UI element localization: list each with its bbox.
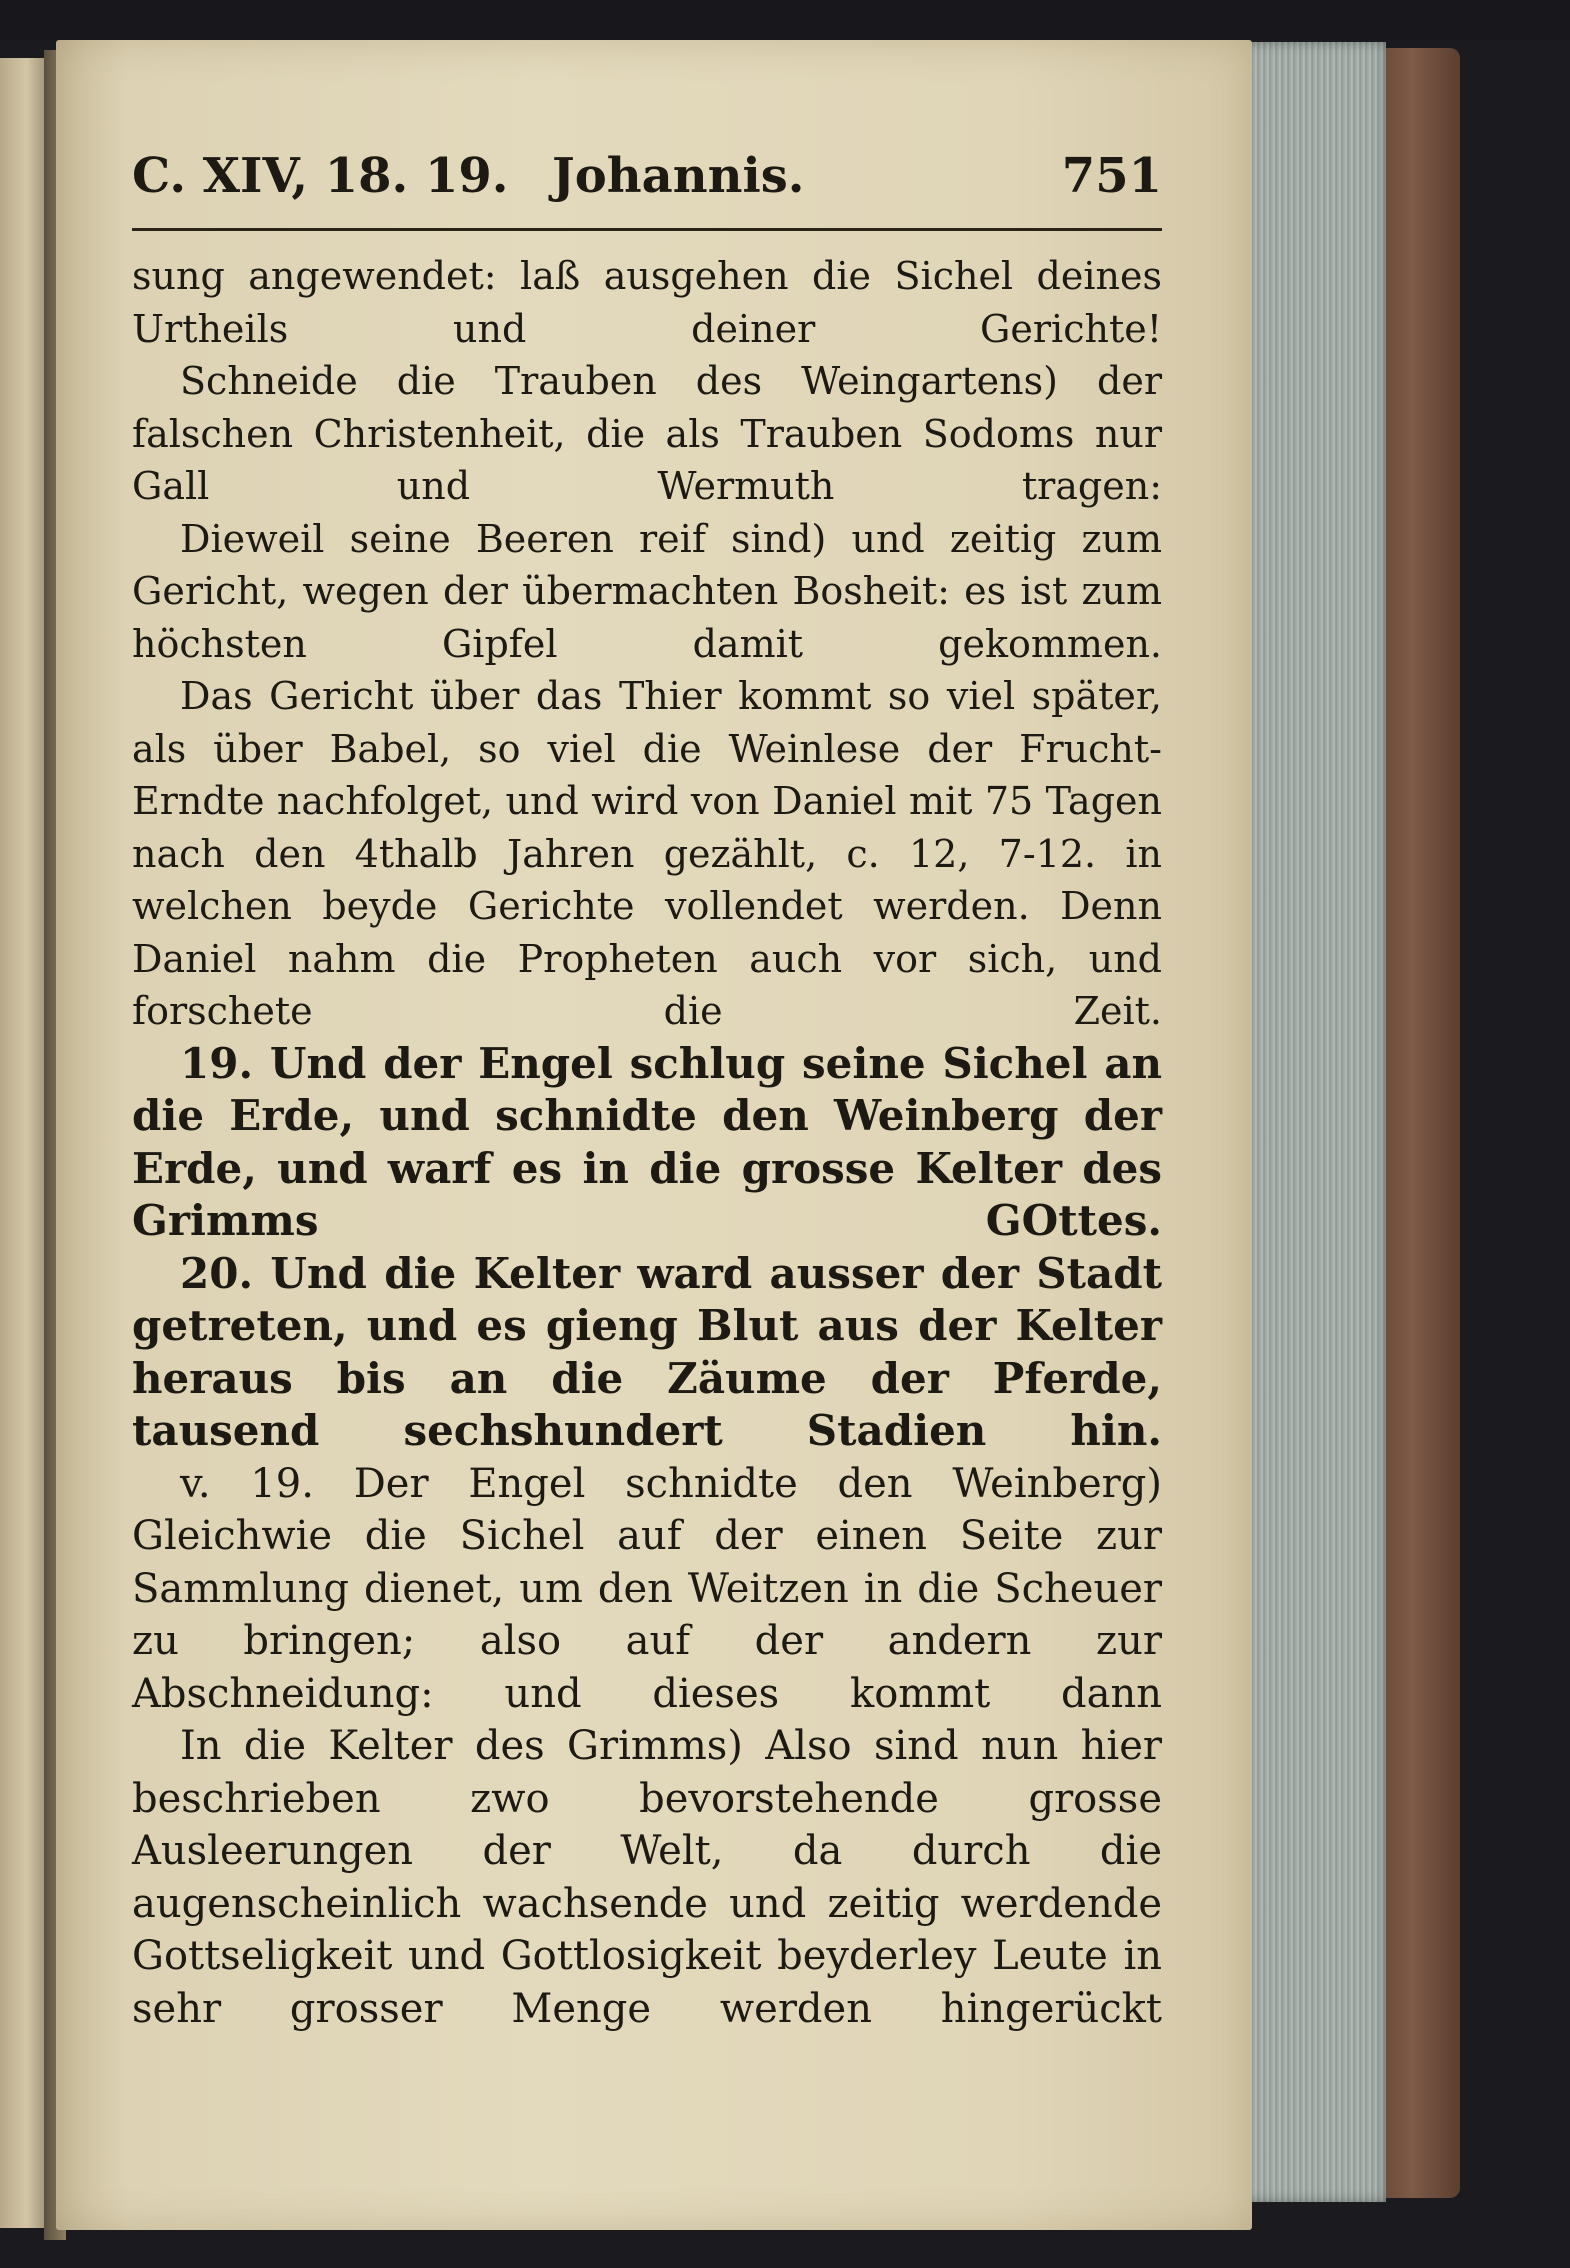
verse-19: 19. Und der Engel schlug seine Sichel an die Erde, und schnidte den Weinberg der Erde, und warf es in die grosse Kelter des Grimms GOttes. xyxy=(132,1038,1162,1245)
paragraph-commentary-gericht: Das Gericht über das Thier kommt so viel später, als über Babel, so viel die Weinlese der Frucht-Erndte nachfolget, und wird von Daniel mit 75 Tagen nach den 4thalb Jahren gezählt, c. 12, 7-12. in welchen beyde Gerichte vollendet werden. Denn Daniel nahm die Propheten auch vor sich, und forschete die Zeit. xyxy=(132,674,1162,1033)
paragraph-gloss-dieweil: Dieweil seine Beeren reif sind) und zeitig zum Gericht, wegen der übermachten Bosheit: es ist zum höchsten Gipfel damit gekommen. xyxy=(132,516,1162,666)
paragraph-continuation: sung angewendet: laß ausgehen die Sichel deines Urtheils und deiner Gerichte! xyxy=(132,254,1162,351)
left-facing-page-edge xyxy=(0,58,48,2228)
paragraph-gloss-schneide: Schneide die Trauben des Weingartens) der falschen Christenheit, die als Trauben Sodoms nur Gall und Wermuth tragen: xyxy=(132,359,1162,508)
verse-20: 20. Und die Kelter ward ausser der Stadt getreten, und es gieng Blut aus der Kelter heraus bis an die Zäume der Pferde, tausend sechshundert Stadien hin. xyxy=(132,1248,1162,1455)
top-background xyxy=(0,0,1570,40)
commentary-v19: v. 19. Der Engel schnidte den Weinberg) Gleichwie die Sichel auf der einen Seite zur Sammlung dienet, um den Weitzen in die Scheuer zu bringen; also auf der andern zur Abschneidung: und dieses kommt dann xyxy=(132,1460,1162,1717)
page-body xyxy=(132,250,1162,2035)
commentary-kelter: In die Kelter des Grimms) Also sind nun hier beschrieben zwo bevorstehende grosse Ausleerungen der Welt, da durch die augenscheinlich wachsende und zeitig werdende Gottseligkeit und Gottlosigkeit beyderley Leute in sehr grosser Menge werden hingerückt xyxy=(132,1723,1162,2032)
header-rule xyxy=(132,228,1162,231)
page-text-area xyxy=(56,40,1252,2230)
book-page xyxy=(56,40,1252,2230)
page-number: 751 xyxy=(1061,148,1162,204)
header-chapter: C. XIV, 18. 19. xyxy=(132,148,509,204)
header-book-title: Johannis. xyxy=(552,148,805,204)
page-block-fore-edge xyxy=(1236,42,1386,2202)
book-cover-edge xyxy=(1380,48,1460,2198)
running-header xyxy=(132,148,1162,218)
